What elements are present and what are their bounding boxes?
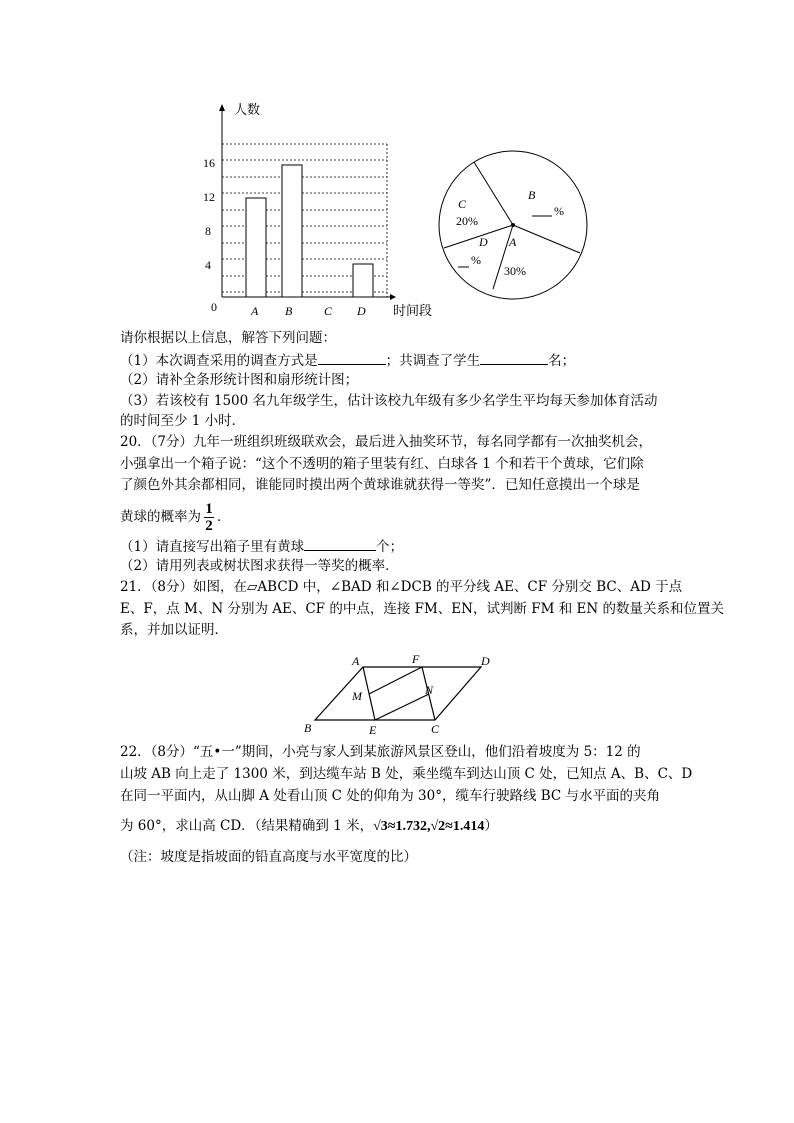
parallelogram-figure xyxy=(300,650,500,740)
q20-part1 xyxy=(120,537,403,556)
ytick-label: 12 xyxy=(203,190,215,204)
bar-b xyxy=(282,165,302,297)
bar-a xyxy=(246,198,266,297)
point-m: M xyxy=(352,689,362,703)
pie-label-d: D xyxy=(479,235,488,249)
fraction-denominator: 2 xyxy=(205,518,213,534)
chart-xlabel: 时间段 xyxy=(393,303,433,318)
sqrt-approximation: √3≈1.732,√2≈1.414 xyxy=(373,819,485,834)
q22-line4-end: ） xyxy=(484,818,498,834)
ytick-label: 16 xyxy=(203,156,215,170)
q22-note: （注：坡度是指坡面的铅直高度与水平宽度的比） xyxy=(120,849,417,865)
vertex-f: F xyxy=(412,652,420,666)
q22-line4-text: 为 60°，求山高 CD．（结果精确到 1 米， xyxy=(120,818,374,834)
bar-chart xyxy=(195,95,445,325)
q19-part1 xyxy=(120,351,575,370)
q20-part2: （2）请用列表或树状图求获得一等奖的概率． xyxy=(120,558,399,574)
bar-d xyxy=(353,264,373,297)
q22-line2: 山坡 AB 向上走了 1300 米，到达缆车站 B 处，乘坐缆车到达山顶 C 处，已知点 A、B、C、D xyxy=(120,766,693,782)
q22-line1: 22．（8分）“五•一”期间，小亮与家人到某旅游风景区登山，他们沿着坡度为 5：12 的 xyxy=(120,744,641,760)
q19-part3-line2: 的时间至少 1 小时． xyxy=(120,413,246,429)
ytick-label: 8 xyxy=(205,224,211,238)
q19-part2: （2）请补全条形统计图和扇形统计图； xyxy=(120,372,359,388)
pie-pct-c: 20% xyxy=(456,214,478,228)
vertex-d: D xyxy=(481,654,490,668)
q21-line1: 21．（8分）如图，在▱ABCD 中，∠BAD 和∠DCB 的平分线 AE、CF 分别交 BC、AD 于点 xyxy=(120,579,683,595)
answer-blank[interactable] xyxy=(304,537,376,551)
q20-line3: 了颜色外其余都相同，谁能同时摸出两个黄球谁就获得一等奖”．已知任意摸出一个球是 xyxy=(120,477,640,493)
answer-blank[interactable] xyxy=(318,351,386,365)
pie-label-b: B xyxy=(528,188,536,202)
q20-line4 xyxy=(120,499,231,535)
vertex-b: B xyxy=(304,721,312,735)
fraction-numerator: 1 xyxy=(205,501,213,517)
xtick-label: B xyxy=(285,304,293,318)
pie-label-a: A xyxy=(509,235,517,249)
vertex-e: E xyxy=(369,723,377,737)
pie-pct-a: 30% xyxy=(504,264,526,278)
q20-part1-text-b: 个； xyxy=(376,539,404,555)
bar-series xyxy=(246,165,373,297)
pie-chart xyxy=(436,150,591,302)
q21-line2: E、F，点 M、N 分别为 AE、CF 的中点，连接 FM、EN，试判断 FM 和 EN 的数量关系和位置关 xyxy=(120,601,724,617)
answer-blank[interactable] xyxy=(480,351,548,365)
q19-part1-text-c: 名； xyxy=(548,353,576,369)
vertex-a: A xyxy=(352,654,360,668)
q19-part3-line1: （3）若该校有 1500 名九年级学生，估计该校九年级有多少名学生平均每天参加体育活动 xyxy=(120,393,658,409)
vertex-c: C xyxy=(431,722,440,736)
q20-line2: 小强拿出一个箱子说：“这个不透明的箱子里装有红、白球各 1 个和若干个黄球，它们除 xyxy=(120,456,644,472)
q20-line4-text: 黄球的概率为 xyxy=(120,509,201,525)
q19-intro: 请你根据以上信息，解答下列问题： xyxy=(120,330,336,346)
xtick-label: D xyxy=(357,304,366,318)
pie-pct-b: % xyxy=(554,204,564,218)
pie-pct-d: % xyxy=(471,253,481,267)
pie-label-c: C xyxy=(458,197,467,211)
q22-line4 xyxy=(120,817,498,836)
q20-part1-text-a: （1）请直接写出箱子里有黄球 xyxy=(120,539,305,555)
ytick-label: 4 xyxy=(205,258,211,272)
q22-line3: 在同一平面内，从山脚 A 处看山顶 C 处的仰角为 30°，缆车行驶路线 BC 与水平面的夹角 xyxy=(120,788,661,804)
q21-line3: 系，并加以证明． xyxy=(120,622,228,638)
xtick-label: A xyxy=(251,304,259,318)
q19-part1-text-b: ；共调查了学生 xyxy=(385,353,481,369)
xtick-label: C xyxy=(324,304,333,318)
chart-origin: 0 xyxy=(211,300,217,314)
chart-ylabel: 人数 xyxy=(234,102,261,117)
fraction-one-half xyxy=(204,501,214,534)
q19-part1-text-a: （1）本次调查采用的调查方式是 xyxy=(120,353,318,369)
q20-line4-end: ． xyxy=(217,509,231,525)
q20-line1: 20．（7分）九年一班组织班级联欢会，最后进入抽奖环节，每名同学都有一次抽奖机会， xyxy=(120,434,653,450)
point-n: N xyxy=(425,683,434,697)
